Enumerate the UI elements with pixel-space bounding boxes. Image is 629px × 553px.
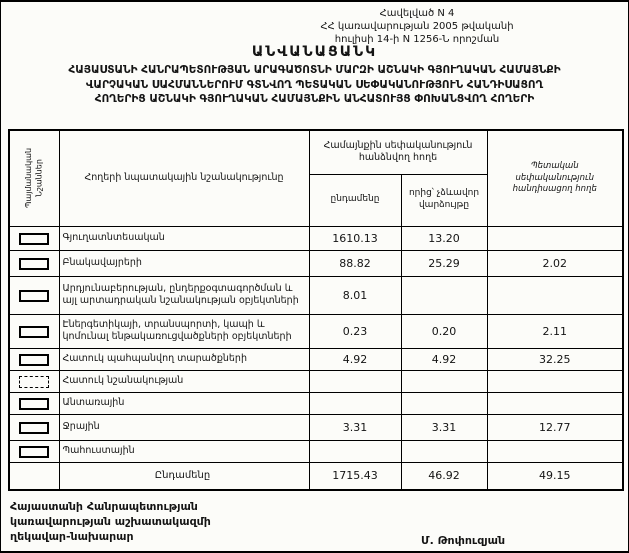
legend-cell xyxy=(9,348,59,370)
legend-cell-empty xyxy=(9,462,59,490)
header-of-which: որից՝ չձևավոր վարձույթը xyxy=(401,174,487,226)
row-label: Անտառային xyxy=(59,392,309,414)
row-label: Բնակավայրերի xyxy=(59,250,309,276)
value-state xyxy=(487,392,623,414)
appendix-line-3: հուլիսի 14-ի N 1256-Ն որոշման xyxy=(334,34,500,45)
signatory-line-2: կառավարության աշխատակազմի xyxy=(10,514,211,528)
row-label: Արդյունաբերության, ընդերքօգտագործման և այլ արտադրական նշանակության օբյեկտների xyxy=(59,276,309,314)
header-symbols-cell xyxy=(9,130,59,226)
value-total: 88.82 xyxy=(309,250,401,276)
legend-box xyxy=(19,376,49,388)
table-row-forest xyxy=(9,392,623,414)
legend-box xyxy=(19,233,49,245)
value-of-which: 13.20 xyxy=(401,226,487,250)
row-label: Հատուկ նշանակության xyxy=(59,370,309,392)
value-of-which: 25.29 xyxy=(401,250,487,276)
table-row-protected-areas xyxy=(9,348,623,370)
value-of-which: 0.20 xyxy=(401,314,487,348)
row-label: Գյուղատնտեսական xyxy=(59,226,309,250)
appendix-note xyxy=(312,7,522,46)
value-state xyxy=(487,440,623,462)
subtitle-line-3: ՀՈՂԵՐԻՑ ԱՇՆԱԿԻ ԳՅՈՒՂԱԿԱՆ ՀԱՄԱՅՆՔԻՆ ԱՆՀԱՏՈՒՅՑ ՓՈԽԱՆՑՎՈՂ ՀՈՂԵՐԻ xyxy=(94,93,535,106)
subtitle-line-2: ՎԱՐՉԱԿԱՆ ՍԱՀՄԱՆՆԵՐՈՒՄ ԳՏՆՎՈՂ ՊԵՏԱԿԱՆ ՍԵՓԱԿԱՆՈՒԹՅՈՒՆ ՀԱՆԴԻՍԱՑՈՂ xyxy=(85,78,544,91)
header-symbols-label: Պայմանական Նշաններ xyxy=(23,148,44,209)
value-total: 4.92 xyxy=(309,348,401,370)
value-of-which xyxy=(401,440,487,462)
value-total: 3.31 xyxy=(309,414,401,440)
value-total xyxy=(309,370,401,392)
legend-cell xyxy=(9,314,59,348)
value-state: 32.25 xyxy=(487,348,623,370)
document-title: ԱՆՎԱՆԱՑԱՆԿ xyxy=(251,44,378,60)
legend-cell xyxy=(9,392,59,414)
legend-cell xyxy=(9,440,59,462)
total-row xyxy=(9,462,623,490)
legend-box xyxy=(19,398,49,410)
legend-box xyxy=(19,290,49,302)
legend-box xyxy=(19,446,49,458)
value-of-which: 4.92 xyxy=(401,348,487,370)
value-total: 8.01 xyxy=(309,276,401,314)
value-total xyxy=(309,440,401,462)
legend-cell xyxy=(9,414,59,440)
header-purpose: Հողերի նպատակային նշանակությունը xyxy=(59,130,309,226)
header-total: ընդամենը xyxy=(309,174,401,226)
value-of-which: 3.31 xyxy=(401,414,487,440)
document-subtitle xyxy=(1,63,628,107)
table-header-row-1 xyxy=(9,130,623,174)
land-table xyxy=(8,129,624,491)
total-row-label: Ընդամենը xyxy=(59,462,309,490)
table-row-agricultural xyxy=(9,226,623,250)
legend-box xyxy=(19,326,49,338)
value-total xyxy=(309,392,401,414)
appendix-line-1: Հավելված N 4 xyxy=(379,8,455,19)
value-of-which xyxy=(401,276,487,314)
row-label: Հատուկ պահպանվող տարածքների xyxy=(59,348,309,370)
table-row-industry xyxy=(9,276,623,314)
row-label: Ջրային xyxy=(59,414,309,440)
legend-box xyxy=(19,354,49,366)
table-row-special-purpose xyxy=(9,370,623,392)
table-row-settlements xyxy=(9,250,623,276)
total-value-total: 1715.43 xyxy=(309,462,401,490)
legend-cell xyxy=(9,276,59,314)
legend-cell xyxy=(9,250,59,276)
value-state: 2.11 xyxy=(487,314,623,348)
legend-box xyxy=(19,422,49,434)
legend-cell xyxy=(9,370,59,392)
value-of-which xyxy=(401,370,487,392)
value-state xyxy=(487,226,623,250)
row-label: Պահուստային xyxy=(59,440,309,462)
legend-box xyxy=(19,258,49,270)
total-value-state: 49.15 xyxy=(487,462,623,490)
value-state xyxy=(487,276,623,314)
value-state: 2.02 xyxy=(487,250,623,276)
value-state: 12.77 xyxy=(487,414,623,440)
row-label: Էներգետիկայի, տրանսպորտի, կապի և կոմունալ ենթակառուցվածքների օբյեկտների xyxy=(59,314,309,348)
subtitle-line-1: ՀԱՅԱՍՏԱՆԻ ՀԱՆՐԱՊԵՏՈՒԹՅԱՆ ԱՐԱԳԱԾՈՏՆԻ ՄԱՐԶԻ ԱՇՆԱԿԻ ԳՅՈՒՂԱԿԱՆ ՀԱՄԱՅՆՔԻ xyxy=(68,64,561,76)
value-total: 1610.13 xyxy=(309,226,401,250)
signatory-title xyxy=(10,500,211,545)
appendix-line-2: ՀՀ կառավարության 2005 թվականի xyxy=(320,21,514,32)
table-row-water xyxy=(9,414,623,440)
signature-name: Մ. Թոփուզյան xyxy=(421,534,506,547)
legend-cell xyxy=(9,226,59,250)
header-state: Պետական սեփականություն հանդիսացող հողե xyxy=(487,130,623,226)
table-row-reserve xyxy=(9,440,623,462)
signatory-line-1: Հայաստանի Հանրապետության xyxy=(10,500,198,513)
signatory-line-3: ղեկավար-նախարար xyxy=(10,529,134,543)
total-value-of-which: 46.92 xyxy=(401,462,487,490)
table-row-energy-transport xyxy=(9,314,623,348)
value-total: 0.23 xyxy=(309,314,401,348)
value-of-which xyxy=(401,392,487,414)
header-community-group: Համայնքին սեփականություն հանձնվող հողե xyxy=(309,130,487,174)
value-state xyxy=(487,370,623,392)
